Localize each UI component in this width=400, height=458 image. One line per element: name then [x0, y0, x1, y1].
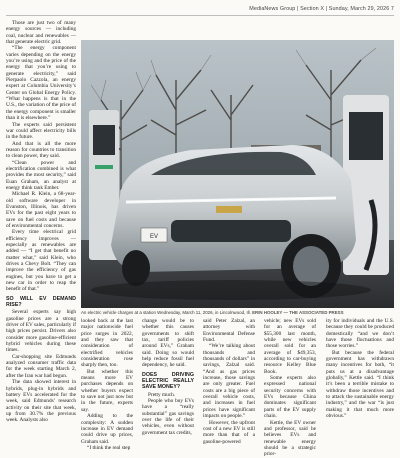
paragraph: ity for individuals and the U.S. because they could be produced domestically “and we don’t have those fluctuations and those worries.”	[326, 318, 394, 350]
paragraph: Several experts say high gasoline prices are a strong driver of EV sales, particularly if high prices persist. Drivers also consider more gasoline-efficient hybrid vehicles during these times.	[6, 309, 76, 354]
ev-charging-photo	[81, 40, 394, 308]
paragraph: The experts said persistent war could affect electricity bills in the future.	[6, 121, 76, 141]
header-text: MediaNews Group | Section X | Sunday, March 29, 2026 7	[249, 6, 394, 12]
paragraph: “I think the real step	[87, 444, 131, 451]
paragraph: Car-shopping site Edmunds analyzed consumer traffic data for the week starting March 2, after the Iran war had begun.	[6, 353, 76, 379]
article-column-1	[6, 20, 76, 424]
paragraph: But because the federal government has withdrawn many incentives for both, “it puts us at a disadvantage globally,” Kettle said. “I think it’s been a terrible mistake to withdraw those incentives and to attack the sustainable energy industry,” and the war “is just making it that much more obvious.”	[326, 349, 394, 420]
article-column-4	[203, 318, 255, 445]
paragraph: People who buy EVs have a “really substantial” gas savings over the life of their vehicles, even without government tax credits,	[142, 397, 194, 436]
photo-illustration	[81, 40, 394, 308]
paragraph: vehicle; new EVs sold for an average of $55,300 last month, while new vehicles overall sold for an average of $49,353, according to car-buying resource Kelley Blue Book.	[264, 318, 316, 375]
paragraph: Some experts also expressed national security concerns with EVs because China dominates significant parts of the EV supply chain.	[264, 375, 316, 420]
paragraph: said Peter Zalzal, an attorney with Environmental Defense Fund.	[203, 318, 255, 344]
paragraph: “Clean power and electrification combined is what provides the most security,” said Euan Graham, an analyst at energy think tank Ember.	[6, 159, 76, 191]
article-column-3	[142, 318, 194, 436]
paragraph: Those are just two of many energy sources — including coal, nuclear and renewables — that generate electric grid.	[6, 20, 76, 46]
paragraph: Pretty much.	[148, 391, 176, 398]
paragraph: Every time electrical grid efficiency improves — especially as renewables are added — “I get that benefit no matter what,” said Klein, who drives a Chevy Bolt. “They can improve the efficiency of gas engines, but you have to get a new car in order to reap the benefit of that.”	[6, 229, 76, 293]
article-column-6	[326, 318, 394, 420]
caption-text: An electric vehicle charges at a station Wednesday, March 11, 2026, in Lincolnwood, Ill.	[81, 310, 251, 315]
page-header	[6, 6, 394, 16]
paragraph: looked back at the last major nationwide fuel price surges in 2022, and they saw that consideration of electrified vehicles consideration rose sharply then, too.	[81, 318, 133, 369]
article-column-2	[81, 318, 133, 451]
article-column-5	[264, 318, 316, 458]
paragraph: And that is all the more reason for countries to transition to clean power, they said.	[6, 140, 76, 160]
paragraph: “We’re talking about thousands and thousands of dollars” in savings, Zalzal said. “And as gas prices increase, those savings are only greater. Fuel costs are a big piece of overall vehicle costs, and increases in fuel prices have significant impacts on people.”	[203, 343, 255, 420]
license-plate-text: EV	[149, 234, 159, 240]
subheading-saving-money: DOES DRIVING ELECTRIC REALLY SAVE MONEY?	[142, 371, 194, 391]
paragraph: The data showed interest in hybrids, plug-in hybrids and battery EVs accelerated for the week, said Edmunds’ research activity on their site that week, up from 30.7% the previous week. Analysts also	[6, 379, 76, 424]
photo-credit: ERIN HOOLEY — THE ASSOCIATED PRESS	[252, 310, 344, 315]
paragraph: change would be to whether this causes governments to shift tax, tariff policies around EVs,” Graham said. Doing so would help reduce fossil fuel dependency, he said.	[142, 318, 194, 369]
subheading-ev-demand: SO WILL EV DEMAND RISE?	[6, 295, 76, 309]
paragraph: Adding to the complexity: A sudden increase in EV demand could drive up prices, Graham said.	[81, 413, 133, 445]
photo-caption	[81, 310, 394, 315]
paragraph: However, the upfront cost of a new EV is still more than that of a gasoline-powered	[203, 419, 255, 445]
paragraph: Kettle, the EV owner and professor, said he believes EVs and renewable energy should be a strategic prior-	[264, 419, 316, 458]
paragraph: Michael R. Klein, a 68-year-old software developer in Evanston, Illinois, has driven EVs for the past eight years to save on fuel costs and because of environmental concerns.	[6, 191, 76, 229]
paragraph: But whether this means more EV purchases depends on whether buyers expect to save not just now but in the future, experts say.	[81, 368, 133, 413]
paragraph: “The energy component varies depending on the energy you’re using and the price of the energy that you’re using to generate electricity,” said Pierpaolo Cazzola, an energy expert at Columbia University’s Center on Global Energy Policy. “What happens is that in the U.S., the variation of the price of the energy component is smaller than it is elsewhere.”	[6, 45, 76, 122]
